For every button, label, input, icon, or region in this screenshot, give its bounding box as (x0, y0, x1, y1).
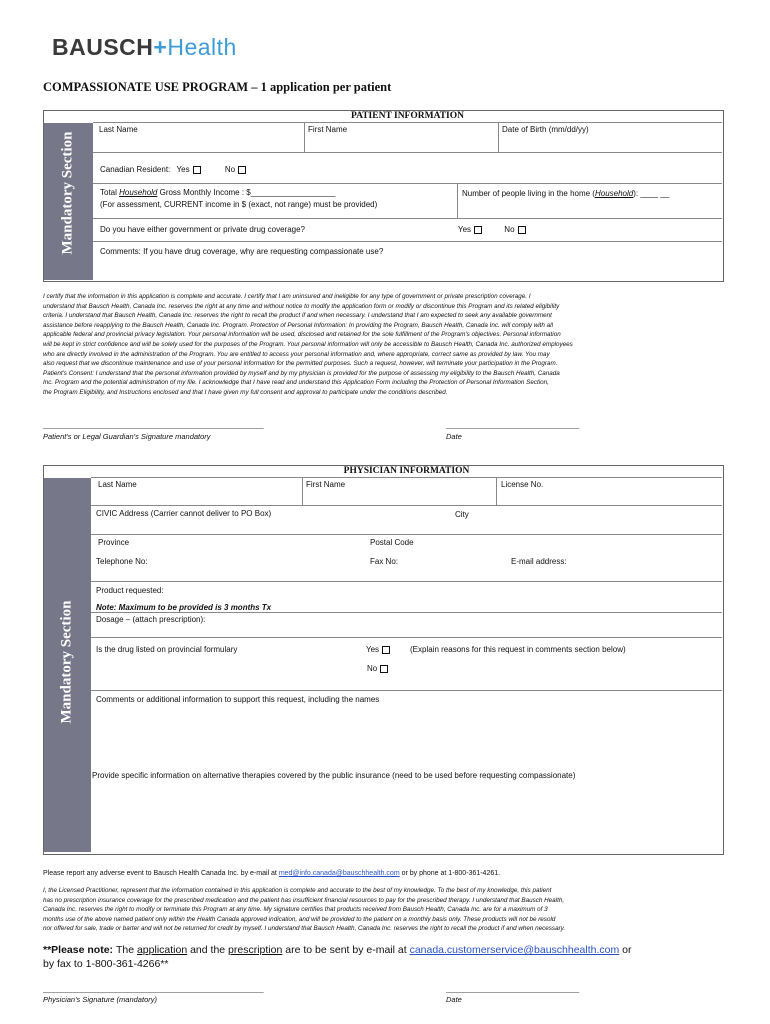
divider (91, 477, 722, 478)
license-field[interactable]: License No. (501, 480, 544, 489)
send-instructions: **Please note: The application and the prescription are to be sent by e-mail at canada.customerservice@bauschhealth.com or by fax to 1-800-361-4266** (43, 944, 632, 970)
formulary-question: Is the drug listed on provincial formulary (96, 645, 238, 654)
resident-no-label: No (224, 165, 236, 174)
divider (91, 637, 722, 638)
patient-signature-line[interactable]: _______________________________________________________________ (43, 422, 264, 429)
resident-yes-label: Yes (176, 165, 190, 174)
fax-field[interactable]: Fax No: (370, 557, 399, 566)
divider (91, 690, 722, 691)
household-people-field[interactable]: Number of people living in the home (Household): ____ __ (462, 189, 670, 198)
divider (93, 218, 722, 219)
patient-first-name-field[interactable]: First Name (308, 125, 348, 134)
customer-service-email-link[interactable]: canada.customerservice@bauschhealth.com (409, 944, 620, 956)
physician-date-line[interactable]: ______________________________________ (446, 986, 580, 993)
divider (304, 122, 305, 152)
province-field[interactable]: Province (98, 538, 130, 547)
patient-date-label: Date (446, 432, 462, 441)
max-note: Note: Maximum to be provided is 3 months Tx (96, 603, 272, 612)
coverage-yes-checkbox[interactable] (474, 226, 482, 234)
postal-code-field[interactable]: Postal Code (370, 538, 414, 547)
divider (93, 241, 722, 242)
physician-date-label: Date (446, 995, 462, 1004)
patient-signature-label: Patient's or Legal Guardian's Signature mandatory (43, 432, 211, 441)
formulary-yes: Yes (366, 645, 390, 654)
coverage-yes: Yes No (458, 225, 526, 234)
divider (91, 612, 722, 613)
physician-section-title: PHYSICIAN INFORMATION (343, 466, 470, 476)
email-field[interactable]: E-mail address: (511, 557, 567, 566)
income-note: (For assessment, CURRENT income in $ (exact, not range) must be provided) (100, 200, 378, 209)
adverse-event-note: Please report any adverse event to Bausch Health Canada Inc. by e-mail at med@info.canada@bauschhealth.com or by phone at 1-800-361-4261. (43, 870, 501, 877)
drug-coverage-question: Do you have either government or private drug coverage? (100, 225, 306, 234)
canadian-resident-label: Canadian Resident: (100, 165, 171, 174)
divider (93, 152, 722, 153)
formulary-yes-checkbox[interactable] (382, 646, 390, 654)
city-field[interactable]: City (455, 510, 469, 519)
product-requested-field[interactable]: Product requested: (96, 586, 164, 595)
divider (93, 122, 722, 123)
practitioner-paragraph: I, the Licensed Practitioner, represent that the information contained in this application is complete and accurate to the best of my knowledge. To the best of my knowledge, this patient has no prescription insurance coverage for the prescribed medication and the patient has insufficient financial resources to pay for the prescribed therapy. I understand that Bausch Health, Canada Inc. reserves the right to modify or terminate this Program at any time. My signature certifies that products received from Bausch Health, Canada Inc. are for a maximum of 3 months use of the above named patient only within the Health Canada approved indication, and will be provided to the patient on a monthly basis only. These products will not be resold nor offered for sale, trade or barter and will not be returned for credit by myself. I understand that Bausch Health, Canada Inc. reserves the right to recall the product if and when necessary. (43, 887, 566, 933)
physician-first-name-field[interactable]: First Name (306, 480, 346, 489)
divider (91, 505, 722, 506)
patient-date-line[interactable]: ______________________________________ (446, 422, 580, 429)
patient-last-name-field[interactable]: Last Name (99, 125, 138, 134)
physician-mandatory-label: Mandatory Section (58, 600, 75, 724)
divider (457, 183, 458, 218)
dosage-field[interactable]: Dosage – (attach prescription): (96, 615, 206, 624)
physician-signature-line[interactable]: _______________________________________________________________ (43, 986, 264, 993)
divider (91, 534, 722, 535)
divider (498, 122, 499, 152)
patient-section-title: PATIENT INFORMATION (350, 111, 465, 121)
divider (496, 477, 497, 505)
adverse-email-link[interactable]: med@info.canada@bauschhealth.com (278, 870, 400, 877)
explain-note: (Explain reasons for this request in comments section below) (410, 645, 626, 654)
civic-address-field[interactable]: CIVIC Address (Carrier cannot deliver to PO Box) (96, 509, 272, 518)
formulary-no: No (367, 664, 388, 673)
telephone-field[interactable]: Telephone No: (96, 557, 148, 566)
physician-information-section (43, 465, 724, 855)
physician-last-name-field[interactable]: Last Name (98, 480, 137, 489)
physician-comments-field[interactable]: Comments or additional information to support this request, including the names (96, 695, 380, 704)
canadian-resident-row (100, 165, 246, 174)
resident-no-checkbox[interactable] (238, 166, 246, 174)
patient-dob-field[interactable]: Date of Birth (mm/dd/yy) (502, 125, 589, 134)
formulary-no-checkbox[interactable] (380, 665, 388, 673)
patient-comments-field[interactable]: Comments: If you have drug coverage, why are requesting compassionate use? (100, 247, 384, 256)
patient-mandatory-label: Mandatory Section (59, 131, 76, 255)
coverage-no-checkbox[interactable] (518, 226, 526, 234)
divider (91, 581, 722, 582)
certification-paragraph: I certify that the information in this application is complete and accurate. I certify that I am uninsured and ineligible for any type of government or private prescription coverage. I understand that Bausch Health, Canada Inc. reserves the right at any time and without notice to modify the application form or modify or discontinue this Program and its related eligibility criteria. I understand that Bausch Health, Canada Inc. reserves the right to recall the product if and when necessary. I understand that I am expected to seek any available government assistance before reapplying to the Bausch Health, Canada Inc. Program. Protection of Personal Information: In providing the Program, Bausch Health, Canada Inc. will comply with all applicable federal and provincial privacy legislation. Your personal information will be used, disclosed and retained for the sole fulfillment of the Program's objectives. Personal information will be kept in strict confidence and will be solely used for the purposes of the Program. Your personal information will only be accessible to Bausch Health, Canada Inc. authorized employees who are directly involved in the administration of the Program. You are entitled to access your personal information and, where appropriate, correct same as provided by law. You may also request that we discontinue maintenance and use of your personal information for the permitted purposes. Such a request, however, will terminate your participation in the Program. Patient's Consent: I understand that the personal information provided by myself and by my physician is provided for the purpose of assessing my eligibility to the Bausch Health, Canada Inc. Program and the potential administration of my file. I acknowledge that I have read and understand this Application Form including the Protection of Personal Information Section, the Program Eligibility, and Instructions enclosed and that I have given my full consent and approval to participate under the conditions described. (43, 293, 573, 396)
bausch-health-logo: BAUSCH+Health (52, 34, 237, 60)
resident-yes-checkbox[interactable] (193, 166, 201, 174)
household-income-field[interactable]: Total Household Gross Monthly Income : $___________________ (100, 188, 336, 197)
divider (302, 477, 303, 505)
page-title: COMPASSIONATE USE PROGRAM – 1 application per patient (43, 80, 392, 94)
alternative-therapies-field[interactable]: Provide specific information on alternative therapies covered by the public insurance (need to be used before requesting compassionate) (92, 771, 576, 780)
divider (93, 183, 722, 184)
physician-signature-label: Physician's Signature (mandatory) (43, 995, 157, 1004)
